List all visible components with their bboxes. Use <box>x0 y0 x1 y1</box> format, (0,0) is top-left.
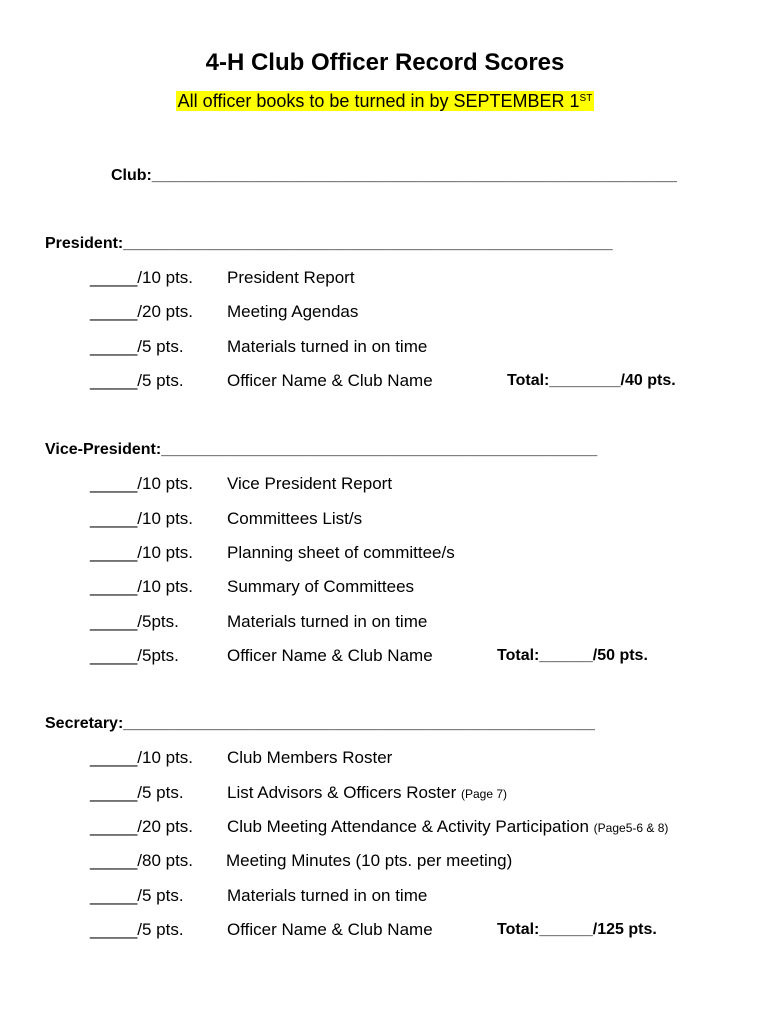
sec-pts-3: _____/20 pts. <box>90 817 194 836</box>
secretary-label: Secretary:_____________________________________________________ <box>45 715 595 732</box>
sec-desc-4-text: Meeting Minutes (10 pts. per meeting) <box>226 851 513 870</box>
sec-pts-4: _____/80 pts. <box>90 851 194 870</box>
deadline-superscript: ST <box>579 93 593 104</box>
vice-president-total: Total:______/50 pts. <box>497 647 648 664</box>
vp-desc-1: Vice President Report <box>227 474 393 493</box>
sec-pts-2: _____/5 pts. <box>90 783 184 802</box>
president-total: Total:________/40 pts. <box>507 372 676 389</box>
president-pts-2: _____/20 pts. <box>90 302 194 321</box>
sec-desc-6-text: Officer Name & Club Name <box>227 920 433 939</box>
sec-desc-5-text: Materials turned in on time <box>227 886 428 905</box>
vp-pts-1: _____/10 pts. <box>90 474 194 493</box>
president-desc-4: Officer Name & Club Name <box>227 371 433 390</box>
sec-desc-3 <box>227 817 668 837</box>
vp-desc-3: Planning sheet of committee/s <box>227 543 455 562</box>
vp-desc-4: Summary of Committees <box>227 577 415 596</box>
deadline-highlight <box>176 91 595 111</box>
vice-president-label: Vice-President:_________________________________________________ <box>45 441 598 458</box>
deadline-notice <box>0 91 770 112</box>
vp-desc-5: Materials turned in on time <box>227 612 428 631</box>
vp-pts-4: _____/10 pts. <box>90 577 194 596</box>
sec-pts-6: _____/5 pts. <box>90 920 184 939</box>
vp-pts-3: _____/10 pts. <box>90 543 194 562</box>
page-title: 4-H Club Officer Record Scores <box>205 49 565 76</box>
sec-desc-3-text: Club Meeting Attendance & Activity Participation <box>227 817 589 836</box>
deadline-text: All officer books to be turned in by SEPTEMBER 1 <box>177 91 580 111</box>
president-label: President:_______________________________________________________ <box>45 235 613 252</box>
sec-desc-1-text: Club Members Roster <box>227 748 393 767</box>
sec-pts-1: _____/10 pts. <box>90 748 194 767</box>
vp-pts-6: _____/5pts. <box>90 646 179 665</box>
secretary-total: Total:______/125 pts. <box>497 921 657 938</box>
sec-note-3: (Page5-6 & 8) <box>593 821 669 835</box>
president-pts-1: _____/10 pts. <box>90 268 194 287</box>
president-pts-4: _____/5 pts. <box>90 371 184 390</box>
sec-desc-2 <box>227 783 507 803</box>
president-desc-1: President Report <box>227 268 355 287</box>
club-field-label: Club:___________________________________________________________ <box>111 167 677 184</box>
sec-note-2: (Page 7) <box>461 787 508 801</box>
vp-pts-2: _____/10 pts. <box>90 509 194 528</box>
sec-desc-4 <box>226 851 512 871</box>
vp-pts-5: _____/5pts. <box>90 612 179 631</box>
president-pts-3: _____/5 pts. <box>90 337 184 356</box>
sec-desc-6 <box>227 920 433 940</box>
sec-pts-5: _____/5 pts. <box>90 886 184 905</box>
sec-desc-1 <box>227 748 392 768</box>
sec-desc-2-text: List Advisors & Officers Roster <box>227 783 457 802</box>
vp-desc-2: Committees List/s <box>227 509 363 528</box>
president-desc-3: Materials turned in on time <box>227 337 428 356</box>
vp-desc-6: Officer Name & Club Name <box>227 646 433 665</box>
sec-desc-5 <box>227 886 427 906</box>
president-desc-2: Meeting Agendas <box>227 302 359 321</box>
